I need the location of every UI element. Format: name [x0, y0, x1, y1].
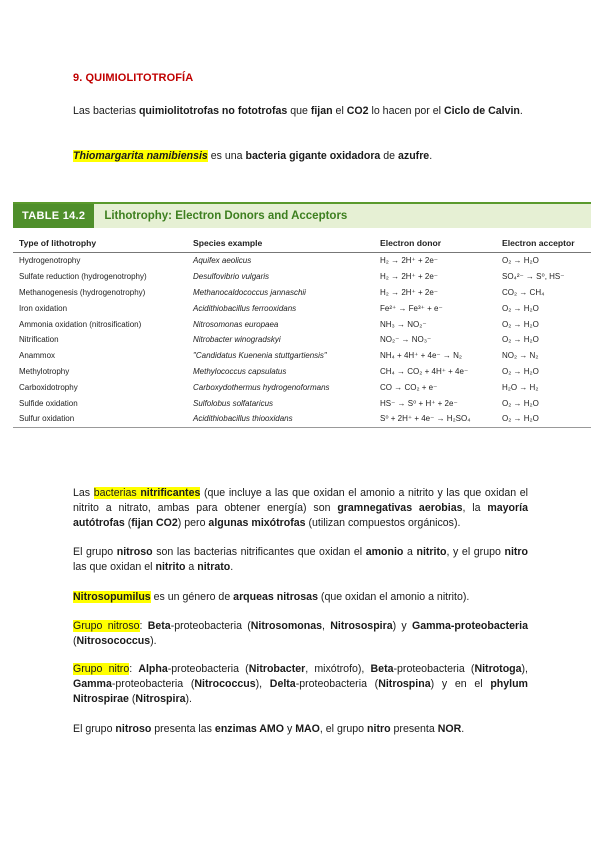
cell-lithotrophy-type: Methylotrophy	[19, 366, 70, 376]
table-row	[13, 269, 591, 285]
cell-electron-acceptor: NO₂ → N₂	[502, 351, 539, 361]
table-row	[13, 285, 591, 301]
table-row	[13, 395, 591, 411]
cell-electron-donor: S⁰ + 2H⁺ + 4e⁻ → H₂SO₄	[374, 411, 496, 427]
cell-lithotrophy-type: Sulfur oxidation	[13, 411, 187, 427]
cell-electron-donor: H₂ → 2H⁺ + 2e⁻	[380, 287, 439, 297]
table-row	[13, 348, 591, 364]
cell-lithotrophy-type: Nitrification	[19, 335, 59, 345]
cell-electron-acceptor: O₂ → H₂O	[502, 256, 539, 266]
cell-species: Nitrobacter winogradskyi	[193, 335, 281, 345]
cell-electron-acceptor: O₂ → H₂O	[502, 366, 539, 376]
highlighted-species: Thiomargarita namibiensis	[73, 150, 208, 162]
highlighted-genus: Nitrosopumilus	[73, 591, 151, 603]
cell-electron-acceptor: SO₄²⁻ → S⁰, HS⁻	[502, 272, 565, 282]
cell-electron-donor: H₂ → 2H⁺ + 2e⁻	[380, 256, 439, 266]
cell-electron-donor: NH₃ → NO₂⁻	[380, 319, 427, 329]
grupos-paragraph: El grupo nitroso son las bacterias nitrificantes que oxidan el amonio a nitrito, y el grupo nitro las que oxidan el nitrito a nitrato.	[73, 546, 529, 573]
highlighted-label: Grupo nitro	[73, 663, 130, 675]
cell-electron-donor: CH₄ → CO₂ + 4H⁺ + 4e⁻	[380, 366, 469, 376]
table-header-row	[13, 236, 591, 253]
column-header: Electron donor	[374, 236, 496, 253]
table-row	[13, 411, 591, 427]
cell-lithotrophy-type: Methanogenesis (hydrogenotrophy)	[19, 287, 146, 297]
table-row	[13, 379, 591, 395]
table-title-bar	[13, 202, 591, 228]
table-row	[13, 253, 591, 269]
cell-electron-acceptor: CO₂ → CH₄	[502, 287, 545, 297]
nitro-group-paragraph: Grupo nitro: Alpha-proteobacteria (Nitrobacter, mixótrofo), Beta-proteobacteria (Nitrotoga), Gamma-proteobacteria (Nitrococcus), Delta-proteobacteria (Nitrospina) y en el phylum Nitrospirae (Nitrospira).	[73, 663, 529, 705]
cell-lithotrophy-type: Ammonia oxidation (nitrosification)	[19, 319, 142, 329]
cell-lithotrophy-type: Sulfate reduction (hydrogenotrophy)	[19, 272, 147, 282]
table-row	[13, 332, 591, 348]
cell-electron-acceptor: O₂ → H₂O	[496, 411, 591, 427]
nitroso-group-paragraph: Grupo nitroso: Beta-proteobacteria (Nitrosomonas, Nitrosospira) y Gamma-proteobacteria (Nitrosococcus).	[73, 620, 528, 647]
cell-species: Desulfovibrio vulgaris	[193, 272, 270, 282]
nitrosopumilus-paragraph: Nitrosopumilus es un género de arqueas nitrosas (que oxidan el amonio a nitrito).	[73, 591, 470, 603]
cell-lithotrophy-type: Carboxidotrophy	[19, 382, 78, 392]
cell-species: Acidithiobacillus ferrooxidans	[193, 303, 297, 313]
cell-species: "Candidatus Kuenenia stuttgartiensis"	[193, 351, 327, 361]
cell-species: Acidithiobacillus thiooxidans	[187, 411, 374, 427]
cell-species: Aquifex aeolicus	[193, 256, 252, 266]
column-header: Electron acceptor	[496, 236, 591, 253]
cell-lithotrophy-type: Iron oxidation	[19, 303, 68, 313]
cell-electron-donor: HS⁻ → S⁰ + H⁺ + 2e⁻	[380, 398, 458, 408]
cell-species: Methylococcus capsulatus	[193, 366, 287, 376]
cell-species: Nitrosomonas europaea	[193, 319, 279, 329]
table-title: Lithotrophy: Electron Donors and Acceptors	[104, 210, 348, 222]
cell-electron-acceptor: O₂ → H₂O	[502, 398, 539, 408]
enzymes-paragraph: El grupo nitroso presenta las enzimas AMO y MAO, el grupo nitro presenta NOR.	[73, 723, 465, 735]
highlighted-label: Grupo nitroso	[73, 620, 140, 632]
cell-electron-acceptor: H₂O → H₂	[502, 382, 539, 392]
lithotrophy-data-table	[13, 236, 591, 428]
cell-electron-acceptor: O₂ → H₂O	[502, 303, 539, 313]
cell-electron-acceptor: O₂ → H₂O	[502, 319, 539, 329]
column-header: Species example	[187, 236, 374, 253]
cell-species: Sulfolobus solfataricus	[193, 398, 274, 408]
cell-electron-acceptor: O₂ → H₂O	[502, 335, 539, 345]
cell-electron-donor: H₂ → 2H⁺ + 2e⁻	[380, 272, 439, 282]
cell-electron-donor: NH₄ + 4H⁺ + 4e⁻ → N₂	[380, 351, 462, 361]
cell-lithotrophy-type: Sulfide oxidation	[19, 398, 78, 408]
cell-species: Methanocaldococcus jannaschii	[193, 287, 306, 297]
section-heading: 9. QUIMIOLITOTROFÍA	[73, 72, 194, 84]
thiomargarita-paragraph: Thiomargarita namibiensis es una bacteria gigante oxidadora de azufre.	[73, 150, 433, 162]
table-row	[13, 364, 591, 380]
cell-electron-donor: NO₂⁻ → NO₃⁻	[380, 335, 432, 345]
cell-lithotrophy-type: Anammox	[19, 351, 56, 361]
cell-lithotrophy-type: Hydrogenotrophy	[19, 256, 81, 266]
cell-species: Carboxydothermus hydrogenoformans	[193, 382, 330, 392]
table-row	[13, 316, 591, 332]
table-row	[13, 300, 591, 316]
intro-paragraph: Las bacterias quimiolitotrofas no fototrofas que fijan el CO2 lo hacen por el Ciclo de Calvin.	[73, 105, 523, 117]
table-tag: TABLE 14.2	[13, 204, 94, 228]
column-header: Type of lithotrophy	[13, 236, 187, 253]
nitrificantes-paragraph: Las bacterias nitrificantes (que incluye a las que oxidan el amonio a nitrito y las que oxidan el nitrito a nitrato, ambas para obtener energía) son gramnegativas aerobias, la mayoría autótrofas (fijan CO2) pero algunas mixótrofas (utilizan compuestos orgánicos).	[73, 487, 528, 529]
cell-electron-donor: CO → CO₂ + e⁻	[380, 382, 438, 392]
lithotrophy-table	[13, 202, 591, 428]
cell-electron-donor: Fe²⁺ → Fe³⁺ + e⁻	[380, 303, 443, 313]
